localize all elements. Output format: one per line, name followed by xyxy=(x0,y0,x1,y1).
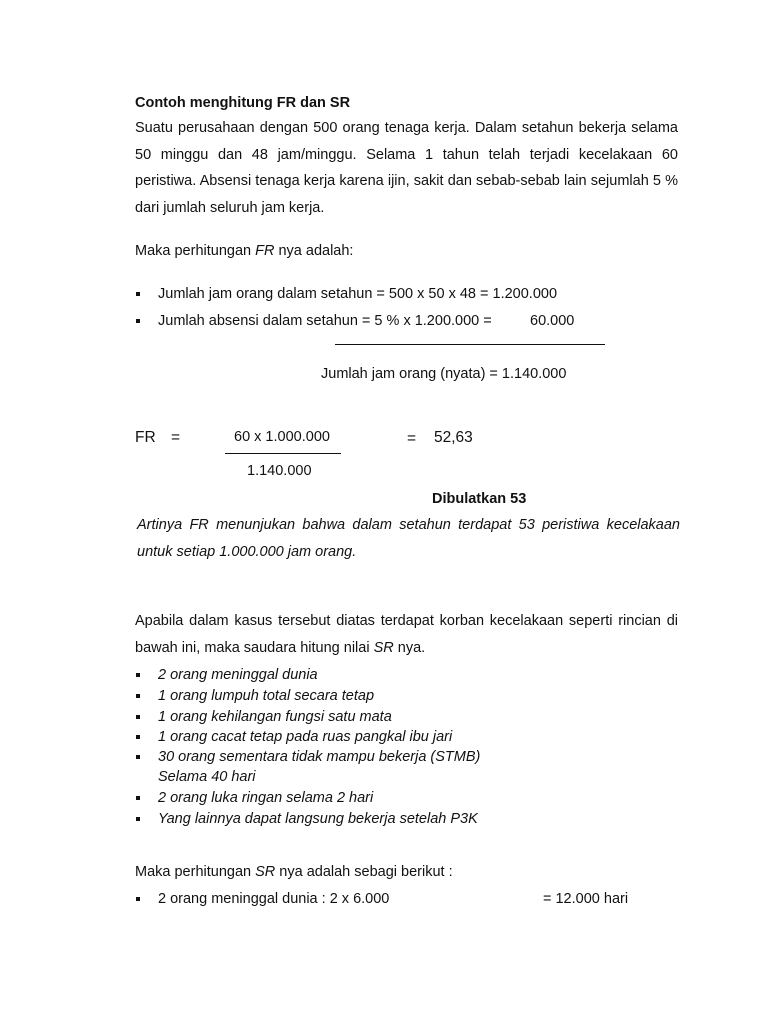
fr-meaning: Artinya FR menunjukan bahwa dalam setahun terdapat 53 peristiwa kecelakaan untuk setiap 1.000.000 jam orang. xyxy=(137,517,680,560)
fr-numerator: 60 x 1.000.000 xyxy=(234,429,330,445)
sr-intro-term: SR xyxy=(373,639,394,656)
fr-step-2-text: Jumlah absensi dalam setahun = 5 % x 1.200.000 = xyxy=(158,313,492,329)
victim-item-continuation: Selama 40 hari xyxy=(158,769,256,785)
fraction-bar xyxy=(225,453,341,454)
victim-item-text: Yang lainnya dapat langsung bekerja setelah P3K xyxy=(158,811,478,827)
victim-item-text: 2 orang luka ringan selama 2 hari xyxy=(158,790,374,806)
bullet-square-icon xyxy=(136,694,140,698)
bullet-square-icon xyxy=(136,319,140,323)
bullet-square-icon xyxy=(136,796,140,800)
sr-heading xyxy=(135,863,453,881)
sr-heading-before: Maka perhitungan xyxy=(135,864,256,880)
fr-heading xyxy=(135,242,353,260)
victim-item-text: 30 orang sementara tidak mampu bekerja (STMB) xyxy=(158,749,481,765)
bullet-square-icon xyxy=(136,755,140,759)
bullet-square-icon xyxy=(136,715,140,719)
sr-heading-after: nya adalah sebagi berikut : xyxy=(275,864,453,880)
intro-paragraph: Suatu perusahaan dengan 500 orang tenaga kerja. Dalam setahun bekerja selama 50 minggu dan 48 jam/minggu. Selama 1 tahun telah terjadi kecelakaan 60 peristiwa. Absensi tenaga kerja karena ijin, sakit dan sebab-sebab lain sejumlah 5 % dari jumlah seluruh jam kerja. xyxy=(135,120,678,216)
fr-heading-after: nya adalah: xyxy=(274,243,354,259)
bullet-square-icon xyxy=(136,817,140,821)
fr-step-1-text: Jumlah jam orang dalam setahun = 500 x 50 x 48 = 1.200.000 xyxy=(158,286,558,302)
sr-intro-before: Apabila dalam kasus tersebut diatas terdapat korban kecelakaan seperti rincian di bawah ini, maka saudara hitung nilai xyxy=(135,613,678,656)
victim-item-text: 1 orang kehilangan fungsi satu mata xyxy=(158,709,392,725)
fr-result: 52,63 xyxy=(434,429,473,446)
bullet-square-icon xyxy=(136,735,140,739)
victim-item-text: 2 orang meninggal dunia xyxy=(158,667,318,683)
bullet-square-icon xyxy=(136,292,140,296)
fr-equals-1: = xyxy=(171,429,181,446)
fr-heading-term: FR xyxy=(255,243,275,259)
fr-label: FR xyxy=(135,429,156,446)
bullet-square-icon xyxy=(136,673,140,677)
sr-heading-term: SR xyxy=(255,864,276,880)
fr-heading-before: Maka perhitungan xyxy=(135,243,256,259)
jam-orang-nyata: Jumlah jam orang (nyata) = 1.140.000 xyxy=(321,366,567,382)
victim-item-text: 1 orang lumpuh total secara tetap xyxy=(158,688,375,704)
fr-equals-2: = xyxy=(407,430,417,447)
absensi-value: 60.000 xyxy=(530,313,575,329)
rounded-result: Dibulatkan 53 xyxy=(432,491,527,507)
victim-item-text: 1 orang cacat tetap pada ruas pangkal ibu jari xyxy=(158,729,453,745)
sr-intro-after: nya. xyxy=(393,639,426,656)
sum-rule-line xyxy=(335,344,605,345)
fr-denominator: 1.140.000 xyxy=(247,463,312,479)
bullet-square-icon xyxy=(136,897,140,901)
document-title: Contoh menghitung FR dan SR xyxy=(135,95,351,111)
sr-step-text: 2 orang meninggal dunia : 2 x 6.000 xyxy=(158,891,390,907)
sr-step-value: = 12.000 hari xyxy=(543,891,629,907)
sr-intro xyxy=(135,608,678,661)
